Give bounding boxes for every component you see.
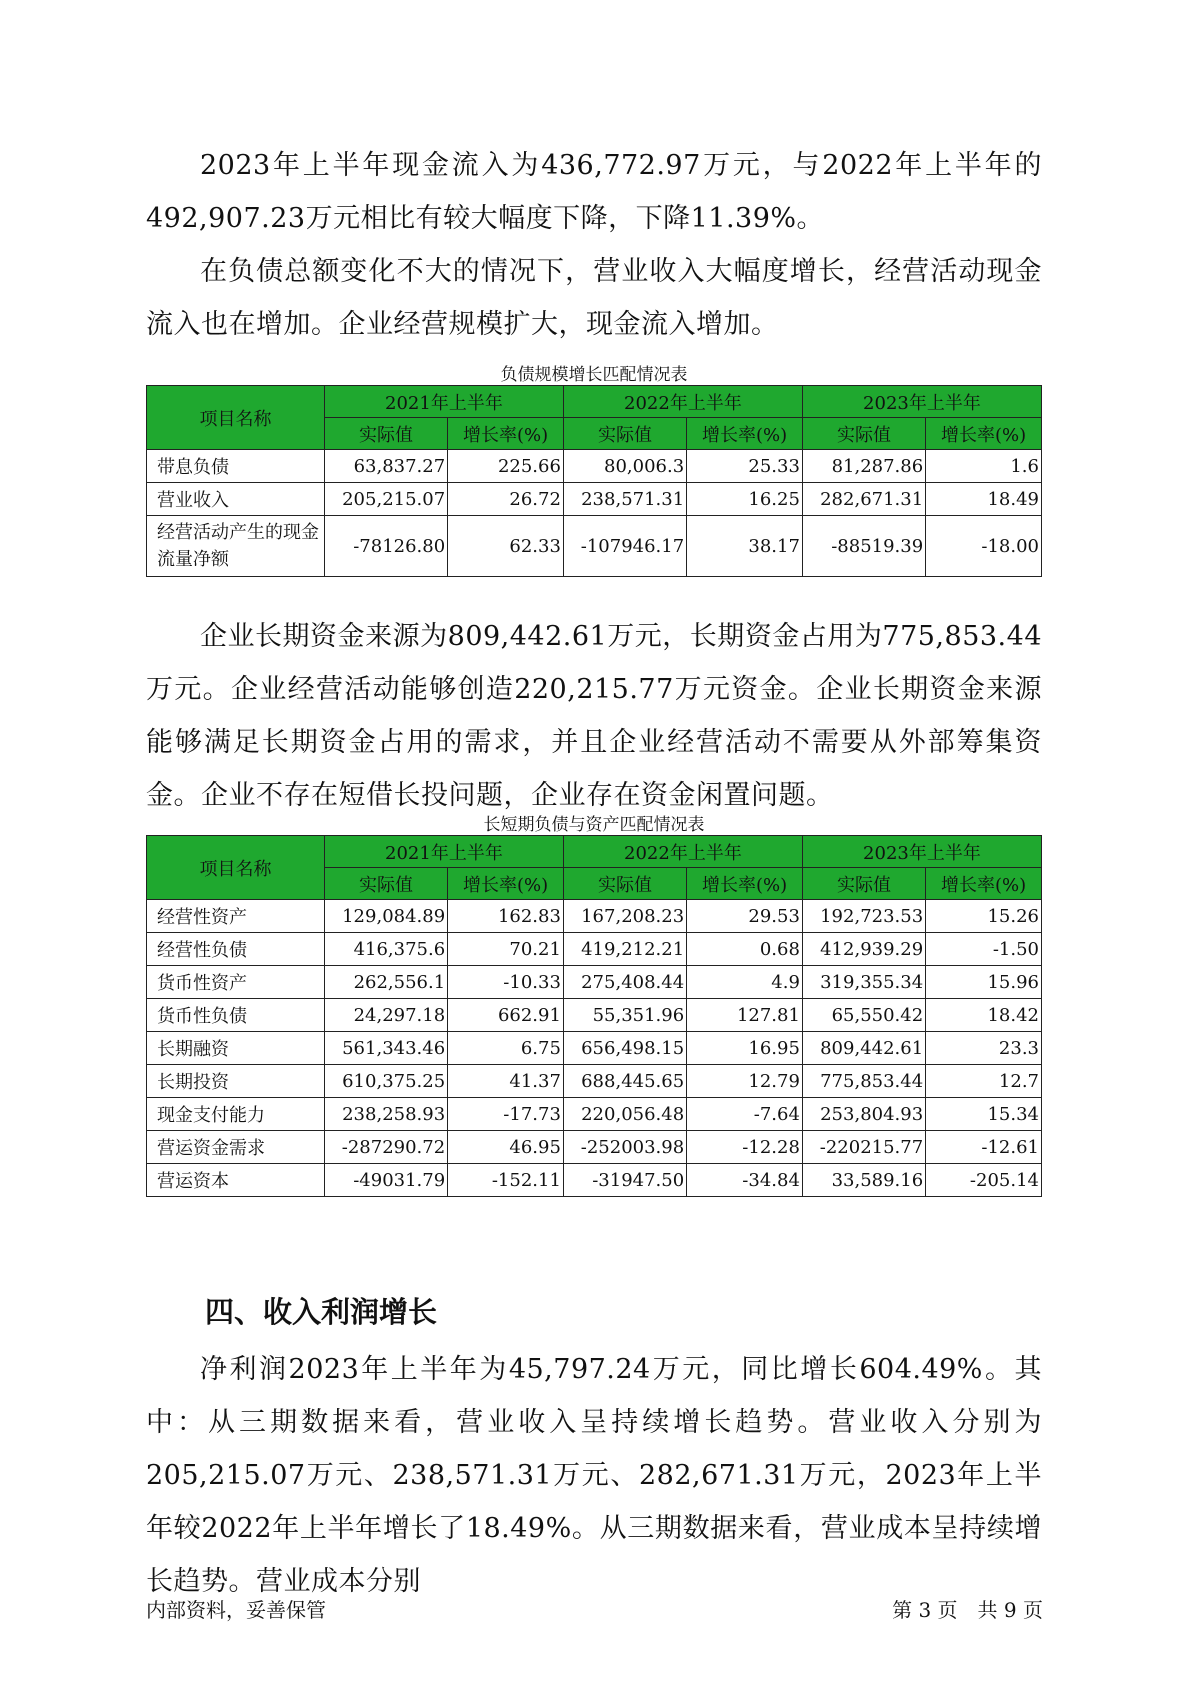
growth-rate-cell: 18.49 [926,483,1042,516]
actual-value-cell: -107946.17 [563,516,686,577]
growth-rate-cell: -10.33 [448,966,564,999]
row-label: 货币性负债 [147,999,325,1032]
actual-value-cell: -31947.50 [563,1164,686,1197]
actual-value-cell: 412,939.29 [802,933,925,966]
actual-value-cell: 319,355.34 [802,966,925,999]
row-label: 营运资金需求 [147,1131,325,1164]
row-label: 带息负债 [147,450,325,483]
actual-value-cell: 33,589.16 [802,1164,925,1197]
growth-rate-cell: -12.61 [926,1131,1042,1164]
actual-value-cell: 282,671.31 [802,483,925,516]
actual-value-cell: -49031.79 [324,1164,447,1197]
table-row [147,1032,1042,1065]
actual-value-cell: 416,375.6 [324,933,447,966]
header-actual: 实际值 [563,868,686,900]
growth-rate-cell: 6.75 [448,1032,564,1065]
row-label: 经营性负债 [147,933,325,966]
header-period-2021: 2021年上半年 [324,386,563,418]
table2-caption: 长短期负债与资产匹配情况表 [483,815,705,835]
actual-value-cell: 561,343.46 [324,1032,447,1065]
row-label: 营运资本 [147,1164,325,1197]
actual-value-cell: 238,258.93 [324,1098,447,1131]
footer-page-number: 第 3 页 共 9 页 [892,1598,1043,1622]
paragraph-revenue-profit: 净利润2023年上半年为45,797.24万元，同比增长604.49%。其中：从三期数据来看，营业收入呈持续增长趋势。营业收入分别为205,215.07万元、238,571.31万元、282,671.31万元，2023年上半年较2022年上半年增长了18.49%。从三期数据来看，营业成本呈持续增长趋势。营业成本分别 [146,1354,1042,1597]
row-label: 经营活动产生的现金流量净额 [147,516,325,577]
growth-rate-cell: 25.33 [687,450,803,483]
debt-scale-table [146,385,1042,577]
header-item-name: 项目名称 [147,836,325,900]
growth-rate-cell: -7.64 [687,1098,803,1131]
actual-value-cell: 55,351.96 [563,999,686,1032]
growth-rate-cell: 12.7 [926,1065,1042,1098]
table-row [147,516,1042,577]
growth-rate-cell: 15.34 [926,1098,1042,1131]
actual-value-cell: 809,442.61 [802,1032,925,1065]
table-row [147,1098,1042,1131]
actual-value-cell: -220215.77 [802,1131,925,1164]
header-growth: 增长率(%) [448,868,564,900]
asset-liability-match-table [146,835,1042,1197]
actual-value-cell: -78126.80 [324,516,447,577]
growth-rate-cell: 16.25 [687,483,803,516]
table-row [147,900,1042,933]
header-growth: 增长率(%) [687,868,803,900]
row-label: 货币性资产 [147,966,325,999]
table1-body [147,450,1042,577]
table-row [147,999,1042,1032]
row-label: 长期融资 [147,1032,325,1065]
header-actual: 实际值 [324,418,447,450]
growth-rate-cell: 29.53 [687,900,803,933]
row-label: 经营性资产 [147,900,325,933]
growth-rate-cell: 62.33 [448,516,564,577]
growth-rate-cell: 662.91 [448,999,564,1032]
growth-rate-cell: 15.26 [926,900,1042,933]
growth-rate-cell: 1.6 [926,450,1042,483]
table-row [147,1164,1042,1197]
table-row [147,933,1042,966]
actual-value-cell: 167,208.23 [563,900,686,933]
actual-value-cell: 24,297.18 [324,999,447,1032]
actual-value-cell: 262,556.1 [324,966,447,999]
header-growth: 增长率(%) [448,418,564,450]
table2-body [147,900,1042,1197]
actual-value-cell: 129,084.89 [324,900,447,933]
paragraph-long-term-funds: 企业长期资金来源为809,442.61万元，长期资金占用为775,853.44万元。企业经营活动能够创造220,215.77万元资金。企业长期资金来源能够满足长期资金占用的需求，并且企业经营活动不需要从外部筹集资金。企业不存在短借长投问题，企业存在资金闲置问题。 [146,621,1042,811]
growth-rate-cell: 12.79 [687,1065,803,1098]
header-period-2022: 2022年上半年 [563,386,802,418]
growth-rate-cell: -1.50 [926,933,1042,966]
growth-rate-cell: -12.28 [687,1131,803,1164]
row-label: 现金支付能力 [147,1098,325,1131]
actual-value-cell: 81,287.86 [802,450,925,483]
paragraph-debt-summary: 在负债总额变化不大的情况下，营业收入大幅度增长，经营活动现金流入也在增加。企业经营规模扩大，现金流入增加。 [146,256,1042,340]
growth-rate-cell: -18.00 [926,516,1042,577]
table-row [147,966,1042,999]
header-period-2023: 2023年上半年 [802,386,1041,418]
actual-value-cell: 205,215.07 [324,483,447,516]
actual-value-cell: -88519.39 [802,516,925,577]
actual-value-cell: 192,723.53 [802,900,925,933]
actual-value-cell: 80,006.3 [563,450,686,483]
growth-rate-cell: 38.17 [687,516,803,577]
growth-rate-cell: -17.73 [448,1098,564,1131]
header-actual: 实际值 [563,418,686,450]
actual-value-cell: 65,550.42 [802,999,925,1032]
actual-value-cell: 610,375.25 [324,1065,447,1098]
paragraph-cash-inflow: 2023年上半年现金流入为436,772.97万元，与2022年上半年的492,907.23万元相比有较大幅度下降，下降11.39%。 [146,150,1042,234]
header-growth: 增长率(%) [926,868,1042,900]
actual-value-cell: 220,056.48 [563,1098,686,1131]
growth-rate-cell: 16.95 [687,1032,803,1065]
header-period-2023: 2023年上半年 [802,836,1041,868]
actual-value-cell: 238,571.31 [563,483,686,516]
table1-caption: 负债规模增长匹配情况表 [500,365,688,385]
table-row [147,450,1042,483]
growth-rate-cell: 18.42 [926,999,1042,1032]
actual-value-cell: 275,408.44 [563,966,686,999]
header-item-name: 项目名称 [147,386,325,450]
growth-rate-cell: 162.83 [448,900,564,933]
actual-value-cell: 63,837.27 [324,450,447,483]
actual-value-cell: -287290.72 [324,1131,447,1164]
table-row [147,483,1042,516]
actual-value-cell: -252003.98 [563,1131,686,1164]
header-growth: 增长率(%) [687,418,803,450]
growth-rate-cell: 225.66 [448,450,564,483]
growth-rate-cell: 26.72 [448,483,564,516]
growth-rate-cell: 4.9 [687,966,803,999]
growth-rate-cell: 41.37 [448,1065,564,1098]
growth-rate-cell: 70.21 [448,933,564,966]
header-actual: 实际值 [324,868,447,900]
actual-value-cell: 253,804.93 [802,1098,925,1131]
growth-rate-cell: 46.95 [448,1131,564,1164]
footer-confidential: 内部资料，妥善保管 [146,1598,326,1622]
growth-rate-cell: -34.84 [687,1164,803,1197]
section-heading: 四、收入利润增长 [205,1295,438,1329]
table-row [147,1065,1042,1098]
header-growth: 增长率(%) [926,418,1042,450]
growth-rate-cell: 127.81 [687,999,803,1032]
actual-value-cell: 419,212.21 [563,933,686,966]
row-label: 长期投资 [147,1065,325,1098]
growth-rate-cell: 0.68 [687,933,803,966]
row-label: 营业收入 [147,483,325,516]
growth-rate-cell: -205.14 [926,1164,1042,1197]
actual-value-cell: 775,853.44 [802,1065,925,1098]
actual-value-cell: 656,498.15 [563,1032,686,1065]
growth-rate-cell: 15.96 [926,966,1042,999]
header-period-2021: 2021年上半年 [324,836,563,868]
header-actual: 实际值 [802,418,925,450]
header-actual: 实际值 [802,868,925,900]
growth-rate-cell: 23.3 [926,1032,1042,1065]
actual-value-cell: 688,445.65 [563,1065,686,1098]
growth-rate-cell: -152.11 [448,1164,564,1197]
table-row [147,1131,1042,1164]
header-period-2022: 2022年上半年 [563,836,802,868]
